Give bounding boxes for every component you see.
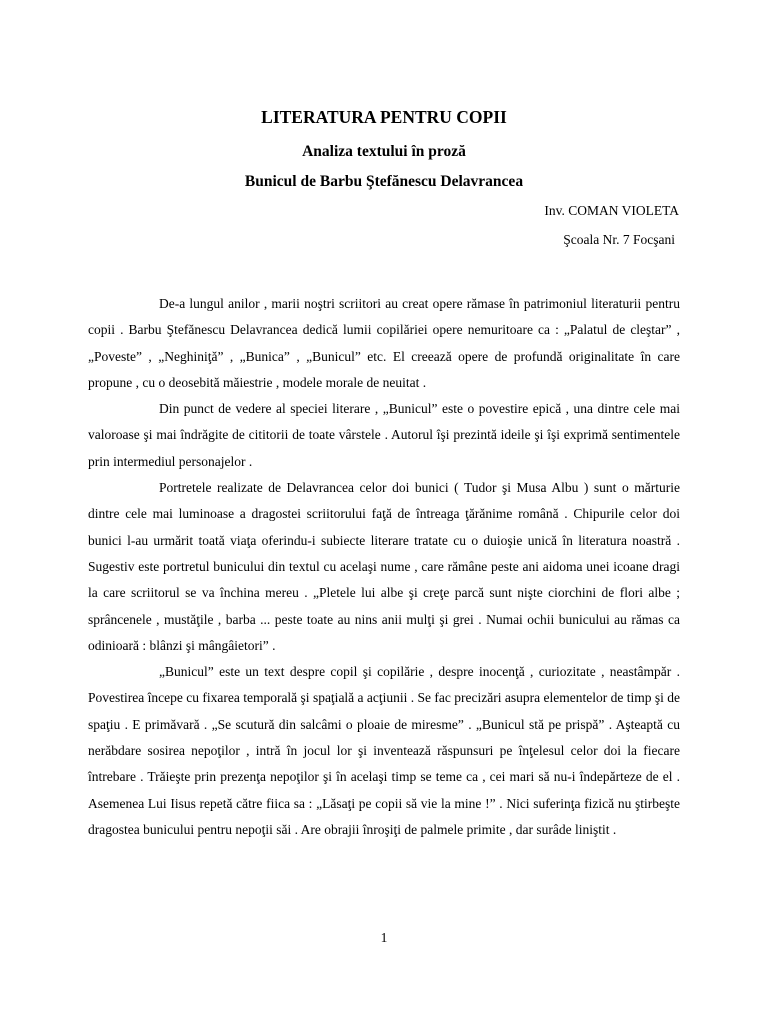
document-title: LITERATURA PENTRU COPII	[261, 107, 507, 127]
page-number: 1	[380, 930, 388, 945]
paragraph: „Bunicul” este un text despre copil şi copilărie , despre inocenţă , curiozitate , neastâmpăr . Povestirea începe cu fixarea temporală şi spaţială a acţiunii . Se fac precizări asupra elementelor de timp şi de spaţiu . E primăvară . „Se scutură din salcâmi o ploaie de miresme” . „Bunicul stă pe prispă” . Aşteaptă cu nerăbdare sosirea nepoţilor , intră în jocul lor şi inventează răspunsuri pe înţelesul celor doi la fiecare întrebare . Trăieşte prin prezenţa nepoţilor şi în acelaşi timp se teme ca , cei mari să nu-i îndepărteze de el . Asemenea Lui Iisus repetă către fiica sa : „Lăsaţi pe copii să vie la mine !” . Nici suferinţa fizică nu ştirbeşte dragostea bunicului pentru nepoţii săi . Are obrajii înroşiţi de palmele primite , dar surâde liniştit .	[88, 664, 680, 837]
document-body	[88, 291, 680, 843]
paragraph: Din punct de vedere al speciei literare , „Bunicul” este o povestire epică , una dintre cele mai valoroase şi mai îndrăgite de cititorii de toate vârstele . Autorul îşi prezintă ideile şi îşi exprimă sentimentele prin intermediul personajelor .	[88, 401, 680, 469]
author-line: Inv. COMAN VIOLETA	[544, 203, 679, 218]
document-subtitle: Analiza textului în proză	[302, 143, 466, 160]
paragraph: Portretele realizate de Delavrancea celor doi bunici ( Tudor şi Musa Albu ) sunt o mărturie dintre cele mai luminoase a dragostei scriitorului faţă de întreaga ţărănime română . Chipurile celor doi bunici l-au urmărit toată viaţa oferindu-i subiecte literare tratate cu o duioşie unică în literatura noastră . Sugestiv este portretul bunicului din textul cu acelaşi nume , care rămâne peste ani aidoma unei icoane dragi la care scriitorul se va închina mereu . „Pletele lui albe şi creţe parcă sunt nişte ciorchini de flori albe ; sprâncenele , mustăţile , barba ... peste toate au nins anii mulţi şi grei . Numai ochii bunicului au rămas ca odinioară : blânzi şi mângâietori” .	[88, 480, 680, 653]
school-line: Şcoala Nr. 7 Focşani	[563, 232, 675, 247]
work-title: Bunicul de Barbu Ştefănescu Delavrancea	[244, 173, 524, 190]
paragraph: De-a lungul anilor , marii noştri scriitori au creat opere rămase în patrimoniul literaturii pentru copii . Barbu Ştefănescu Delavrancea dedică lumii copilăriei opere nemuritoare ca : „Palatul de cleştar” , „Poveste” , „Neghiniţă” , „Bunica” , „Bunicul” etc. El creează opere de profundă originalitate în care propune , cu o deosebită măiestrie , modele morale de neuitat .	[88, 296, 680, 390]
